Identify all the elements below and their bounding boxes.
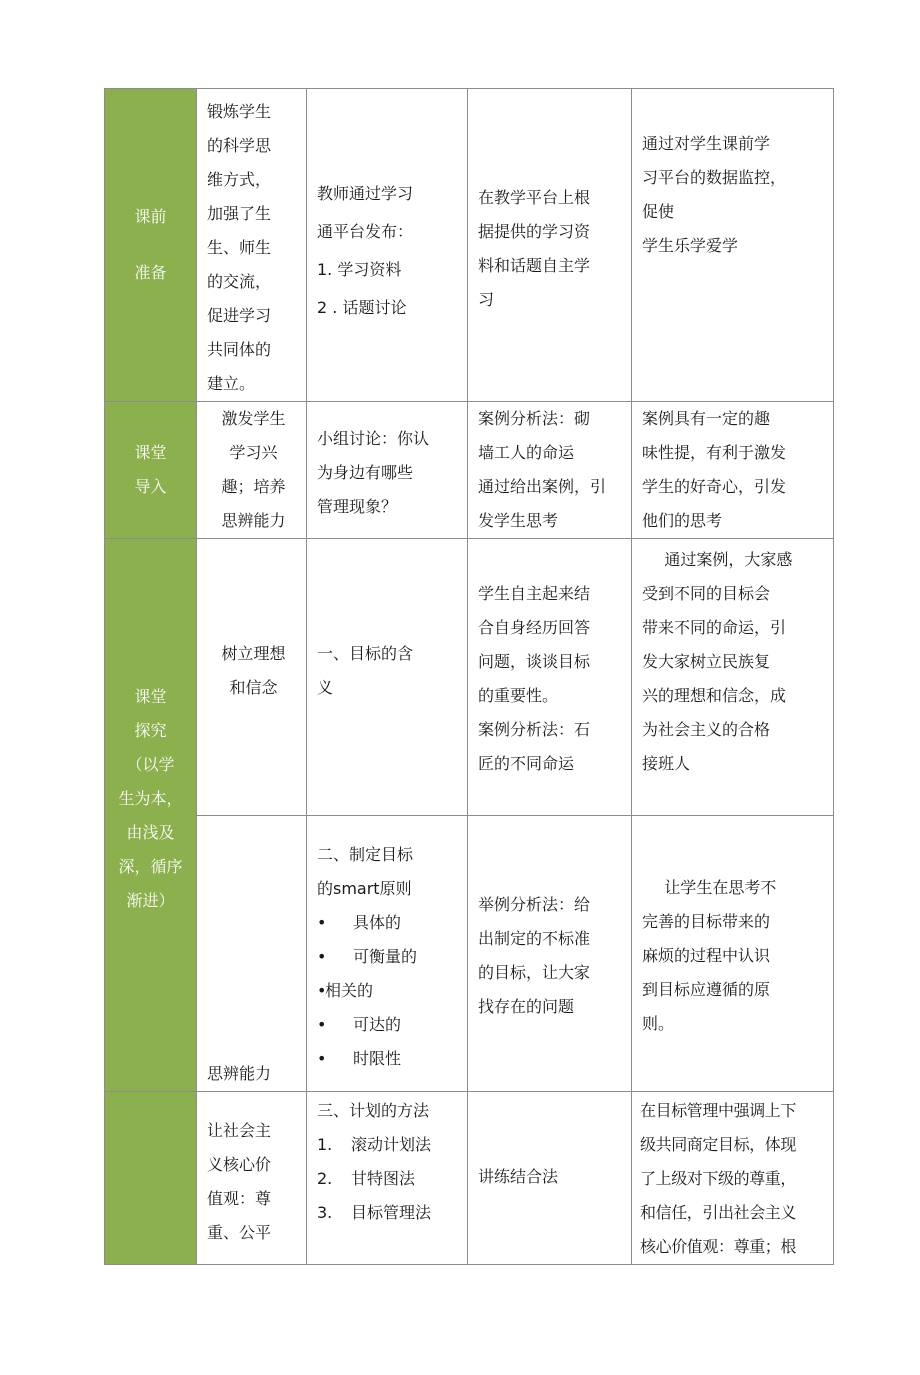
stage-cell bbox=[105, 1092, 197, 1265]
student-activity-cell: 案例分析法：砌 墙工人的命运 通过给出案例，引 发学生思考 bbox=[468, 402, 632, 539]
student-activity-cell: 举例分析法：给 出制定的不标准 的目标，让大家 找存在的问题 bbox=[468, 816, 632, 1092]
table-row bbox=[105, 539, 834, 816]
stage-cell: 课堂 探究 （以学 生为本， 由浅及 深，循序 渐进） bbox=[105, 539, 197, 1092]
design-intent-cell: 让学生在思考不 完善的目标带来的 麻烦的过程中认识 到目标应遵循的原 则。 bbox=[632, 816, 834, 1092]
goal-cell: 锻炼学生 的科学思 维方式， 加强了生 生、师生 的交流， 促进学习 共同体的 建立。 bbox=[197, 89, 307, 402]
table-row bbox=[105, 1092, 834, 1265]
student-activity-cell: 在教学平台上根 据提供的学习资 料和话题自主学 习 bbox=[468, 89, 632, 402]
design-intent-cell: 通过案例，大家感 受到不同的目标会 带来不同的命运，引 发大家树立民族复 兴的理想和信念，成 为社会主义的合格 接班人 bbox=[632, 539, 834, 816]
list-item: 3. 目标管理法 bbox=[317, 1203, 432, 1222]
goal-cell: 树立理想 和信念 bbox=[197, 539, 307, 816]
list-item: • 可衡量的 bbox=[317, 940, 461, 974]
design-intent-cell: 案例具有一定的趣 味性提，有利于激发 学生的好奇心，引发 他们的思考 bbox=[632, 402, 834, 539]
table-row bbox=[105, 402, 834, 539]
table-row bbox=[105, 89, 834, 402]
teacher-activity-cell: 三、计划的方法 1. 滚动计划法 2. 甘特图法 3. 目标管理法 bbox=[307, 1092, 468, 1265]
design-intent-cell: 通过对学生课前学 习平台的数据监控， 促使 学生乐学爱学 bbox=[632, 89, 834, 402]
goal-cell: 激发学生 学习兴 趣；培养 思辨能力 bbox=[197, 402, 307, 539]
table-row bbox=[105, 816, 834, 1092]
stage-cell: 课堂 导入 bbox=[105, 402, 197, 539]
list-item: • 时限性 bbox=[317, 1042, 461, 1076]
goal-cell: 让社会主 义核心价 值观：尊 重、公平 bbox=[197, 1092, 307, 1265]
teacher-activity-cell: 教师通过学习 通平台发布： 1. 学习资料 2 . 话题讨论 bbox=[307, 89, 468, 402]
lesson-plan-table bbox=[104, 88, 834, 1265]
stage-cell: 课前 准备 bbox=[105, 89, 197, 402]
teacher-activity-cell: 小组讨论：你认 为身边有哪些 管理现象？ bbox=[307, 402, 468, 539]
list-item: 1. 学习资料 bbox=[317, 260, 402, 279]
design-intent-cell: 在目标管理中强调上下 级共同商定目标，体现 了上级对下级的尊重， 和信任，引出社会主义 核心价值观：尊重；根 bbox=[632, 1092, 834, 1265]
teacher-activity-cell: 一、目标的含 义 bbox=[307, 539, 468, 816]
list-item: • 具体的 bbox=[317, 906, 461, 940]
list-item: • 可达的 bbox=[317, 1008, 461, 1042]
student-activity-cell: 学生自主起来结 合自身经历回答 问题，谈谈目标 的重要性。 案例分析法：石 匠的不同命运 bbox=[468, 539, 632, 816]
list-item: • 相关的 bbox=[317, 974, 461, 1008]
goal-cell: 思辨能力 bbox=[197, 816, 307, 1092]
student-activity-cell: 讲练结合法 bbox=[468, 1092, 632, 1265]
list-item: 2. 甘特图法 bbox=[317, 1169, 416, 1188]
list-item: 2 . 话题讨论 bbox=[317, 298, 407, 317]
teacher-activity-cell: 二、制定目标 的smart原则 • 具体的 • 可衡量的 • 相关的 • 可达的 • 时限性 bbox=[307, 816, 468, 1092]
list-item: 1. 滚动计划法 bbox=[317, 1135, 432, 1154]
